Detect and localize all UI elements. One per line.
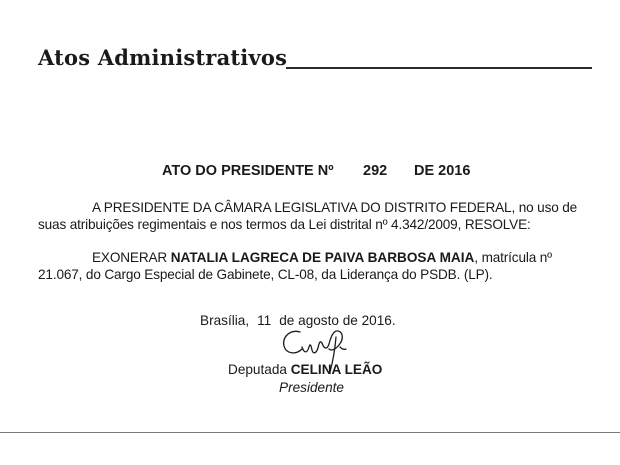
signer-role: Presidente (279, 380, 344, 395)
preamble-line-1: A PRESIDENTE DA CÂMARA LEGISLATIVA DO DISTRITO FEDERAL, no uso de (92, 200, 578, 215)
act-number: 292 (363, 163, 388, 179)
signer-title: Deputada (228, 362, 291, 377)
title-underline (286, 67, 592, 69)
paragraph-preamble (38, 199, 598, 233)
act-heading-prefix: ATO DO PRESIDENTE Nº (162, 163, 334, 179)
resolution-line-2: 21.067, do Cargo Especial de Gabinete, CL-08, da Liderança do PSDB. (LP). (38, 267, 493, 282)
date-day: 11 (257, 313, 272, 328)
paragraph-resolution (38, 249, 598, 283)
signer-line (228, 362, 382, 377)
resolution-line-1-rest: , matrícula nº (474, 250, 552, 265)
date-month-year: de agosto de 2016. (279, 313, 396, 328)
resolution-verb: EXONERAR (92, 250, 171, 265)
resolution-line-1 (38, 249, 598, 266)
act-year: DE 2016 (414, 163, 471, 179)
employee-name: NATALIA LAGRECA DE PAIVA BARBOSA MAIA (170, 250, 475, 265)
signer-name: CELINA LEÃO (290, 362, 383, 377)
date-place: Brasília, (200, 313, 250, 328)
bottom-divider (0, 432, 620, 433)
preamble-line-2: suas atribuições regimentais e nos termos da Lei distrital nº 4.342/2009, RESOLVE: (38, 217, 531, 232)
section-title: Atos Administrativos (38, 45, 288, 70)
